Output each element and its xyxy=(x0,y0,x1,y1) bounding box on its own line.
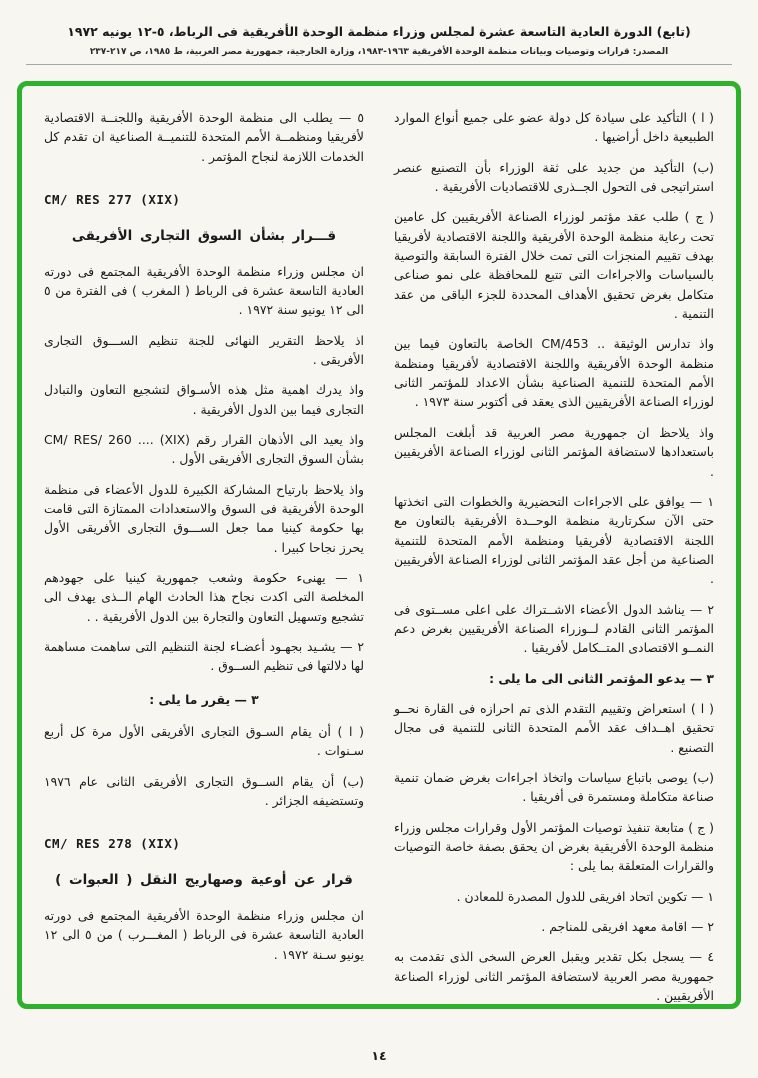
paragraph: ١ — تكوين اتحاد افريقى للدول المصدرة للمعادن . xyxy=(456,888,714,904)
column-right xyxy=(394,108,714,1004)
paragraph: CM/ RES 278 (XIX) xyxy=(44,836,181,852)
paragraph: ٢ — يشـيد بجهـود أعضـاء لجنة التنظيم التى ساهمت مساهمة لها دلالتها فى تنظيم الســوق . xyxy=(44,639,364,674)
paragraph: قرار عن أوعية وصهاريج النقل ( العبوات ) xyxy=(55,871,353,888)
paragraph: (ب) يوصى باتباع سياسات واتخاذ اجراءات بغرض ضمان تنمية صناعة متكاملة ومستمرة فى أفريقيا . xyxy=(394,769,714,805)
paragraph: ( ج ) متابعة تنفيذ توصيات المؤتمر الأول وقرارات مجلس وزراء منظمة الوحدة الأفريقية بغرض ان يحقق بصفة خاصة التوصيات والقرارات المتعلقة بما يلى : xyxy=(394,819,714,874)
paragraph: ٣ — يدعو المؤتمر الثانى الى ما يلى : xyxy=(489,670,714,686)
paragraph: ( ج ) طلب عقد مؤتمر لوزراء الصناعة الأفريقيين كل عامين تحت رعاية منظمة الوحدة الأفريقية واللجنة الاقتصادية لأفريقيا بهدف تقييم المنجزات التى تمت خلال الفترة السابقة والتوصية بالسياسات والاجراءات التى تتبع للمحافظة على نمو صناعى متكامل بغرض تحقيق الأهداف المحددة للجزء الباقى من عقد التنمية . xyxy=(394,209,714,322)
paragraph: واذ يلاحظ بارتياح المشاركة الكبيرة للدول الأعضاء فى منظمة الوحدة الأفريقية فى السوق والاستعدادات الممتازة التى قامت بها حكومة كينيا مما جعل الســـوق التجارى الأفريقى الأول يحرز نجاحا كبيرا . xyxy=(44,481,364,555)
paragraph: واذ تدارس الوثيقة .. CM/453 الخاصة بالتعاون فيما بين منظمة الوحدة الأفريقية واللجنة الاقتصادية لأفريقيا ومنظمة الأمم المتحدة للتنمية الصناعية بشأن الاعداد للمؤتمر الثانى لوزراء الصناعة الأفريقيين الذى يعقد فى أكتوبر سنة ١٩٧٣ . xyxy=(394,336,714,410)
paragraph: ١ — يوافق على الاجراءات التحضيرية والخطوات التى اتخذتها حتى الآن سكرتارية منظمة الوحــدة الأفريقية بالتعاون مع اللجنة الاقتصادية لأفريقيا ومنظمة الأمم المتحدة للتنمية الصناعية من أجل عقد المؤتمر الثانى لوزراء الصناعة الأفريقيين . xyxy=(394,493,714,587)
page-header xyxy=(14,24,744,65)
page-footer xyxy=(0,1045,758,1064)
paragraph: اذ يلاحظ التقرير النهائى للجنة تنظيم الســـوق التجارى الأفريقى . xyxy=(44,332,364,367)
paragraph: واذ يلاحظ ان جمهورية مصر العربية قد أبلغت المجلس باستعدادها لاستضافة المؤتمر الثانى لوزراء الصناعة الأفريقيين . xyxy=(394,424,714,479)
paragraph: (ب) التأكيد من جديد على ثقة الوزراء بأن التصنيع عنصر استراتيجى فى التحول الجــذرى للاقتصاديات الأفريقية . xyxy=(394,159,714,195)
paragraph: ان مجلس وزراء منظمة الوحدة الأفريقية المجتمع فى دورته العادية التاسعة عشرة فى الرباط ( المغـــرب ) من ٥ الى ١٢ يونيو سـنة ١٩٧٢ . xyxy=(44,908,364,962)
paragraph: ( ا ) استعراض وتقييم التقدم الذى تم احرازه فى القارة نحــو تحقيق اهــداف عقد الأمم المتحدة الثانى للتنمية فى مجال التصنيع . xyxy=(394,700,714,755)
paragraph: ان مجلس وزراء منظمة الوحدة الأفريقية المجتمع فى دورته العادية التاسعة عشرة فى الرباط ( المغرب ) فى الفترة من ٥ الى ١٢ يونيو سنة ١٩٧٢ . xyxy=(44,263,364,318)
green-content-box xyxy=(17,81,741,1009)
paragraph: واذ يدرك اهمية مثل هذه الأسـواق لتشجيع التعاون والتبادل التجارى فيما بين الدول الأفريقية . xyxy=(44,382,364,417)
paragraph: ٤ — يسجل بكل تقدير ويقبل العرض السخى الذى تقدمت به جمهورية مصر العربية لاستضافة المؤتمر الثانى لوزراء الصناعة الأفريقيين . xyxy=(394,949,714,1004)
paragraph: (ب) أن يقام الســوق التجارى الأفريقى الثانى عام ١٩٧٦ وتستضيفه الجزائر . xyxy=(44,773,364,809)
paragraph: CM/ RES 277 (XIX) xyxy=(44,192,181,208)
paragraph: ١ — يهنىء حكومة وشعب جمهورية كينيا على جهودهم المخلصة التى اكدت نجاح هذا الحادث الهام الــذى يهدف الى تشجيع وتسهيل التعاون والتجارة بين الدول الأفريقية . . xyxy=(44,570,364,624)
paragraph: ( ا ) أن يقام السـوق التجارى الأفريقى الأول مرة كل أربع سـنوات . xyxy=(44,724,364,759)
source-citation: المصدر: قرارات وتوصيات وبيانات منظمة الوحدة الأفريقية ١٩٦٣-١٩٨٣، وزارة الخارجية، جمهورية مصر العربية، ط ١٩٨٥، ص ٢١٧-٢٣٧ xyxy=(26,47,732,65)
session-title: (تابع) الدورة العادية التاسعة عشرة لمجلس وزراء منظمة الوحدة الأفريقية فى الرباط، ٥-١٢ يونيه ١٩٧٢ xyxy=(67,24,691,39)
paragraph: ٣ — يقرر ما يلى : xyxy=(149,691,259,707)
paragraph: ( ا ) التأكيد على سيادة كل دولة عضو على جميع أنواع الموارد الطبيعية داخل أراضيها . xyxy=(394,110,714,145)
paragraph: ٥ — يطلب الى منظمة الوحدة الأفريقية واللجنــة الاقتصادية لأفريقيا ومنظمــة الأمم المتحدة للتنميــة الصناعية ان تقدم كل الخدمات اللازمة لنجاح المؤتمر . xyxy=(44,110,364,164)
paragraph: ٢ — اقامة معهد افريقى للمناجم . xyxy=(541,919,714,935)
paragraph: قـــرار بشأن السوق التجارى الأفريقى xyxy=(71,227,337,244)
column-left xyxy=(44,108,364,994)
paragraph: واذ يعيد الى الأذهان القرار رقم CM/ RES/ 260 .... (XIX) بشأن السوق التجارى الأفريقى الأول . xyxy=(44,431,364,467)
page-number: ١٤ xyxy=(371,1048,387,1063)
paragraph: ٢ — يناشد الدول الأعضاء الاشــتراك على اعلى مســتوى فى المؤتمر الثانى القادم لــوزراء الصناعة الأفريقيين بغرض دعم النمــو الاقتصادى المتــكامل لأفريقيا . xyxy=(394,601,714,656)
